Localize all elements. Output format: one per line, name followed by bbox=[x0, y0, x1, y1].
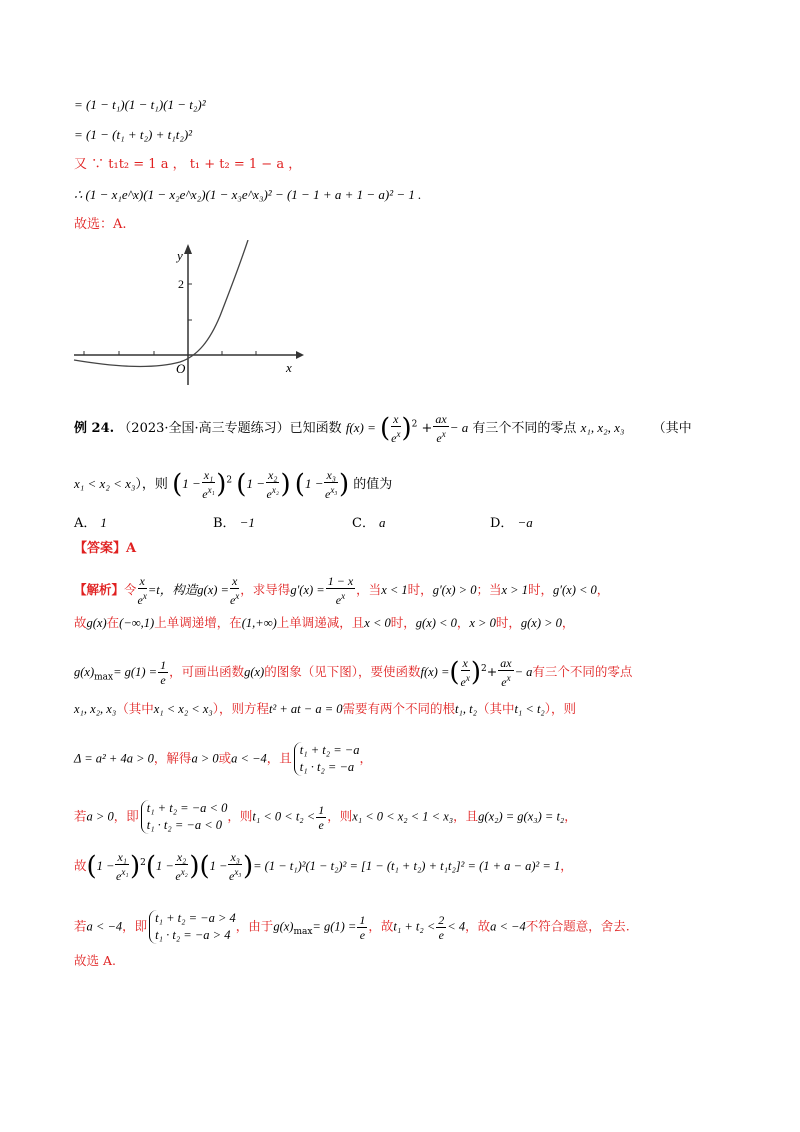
analysis-line-7: 故(1 − $\frac{\text{x₁}}{e^{x_1}}$ )$^2$(1 − $\frac{\text{x₂}}{e^{x_2}}$ )(1 − $\frac{\text{x₃}}{e^{x_3}}$ )= (1 − t₁)²(1 − t₂)² = [1 − (t₁ + t₂) + t₁t₂]² = (1 + a − a)² = 1， bbox=[74, 850, 573, 883]
function-graph bbox=[70, 240, 310, 385]
option-c: C． a bbox=[352, 515, 386, 531]
origin-label: O bbox=[176, 361, 186, 376]
x-label: x bbox=[286, 360, 292, 375]
x-axis-arrow-icon bbox=[296, 351, 304, 359]
example-number: 例 24. bbox=[74, 421, 115, 436]
analysis-line-5: Δ = a² + 4a > 0，解得a > 0或a < −4，且 t₁ + t₂ = −a t₁ · t₂ = −a ， bbox=[74, 743, 372, 774]
analysis-line-1: 【解析】令 $\frac{x}{e^x}$ =t，构造g(x) = $\frac{x}{e^x}$ ，求导得g′(x) = $\frac{1 - x}{e^x}$ ，当x < 1时，g′(x) > 0；当x > 1时，g′(x) < 0， bbox=[74, 574, 610, 607]
top-line-5: 故选：A. bbox=[74, 217, 127, 232]
analysis-line-6: 若a > 0，即 t₁ + t₂ = −a < 0 t₁ · t₂ = −a < 0 ，则t₁ < 0 < t₂ < $\frac{1}{e}$ ，则x₁ < 0 < x₂ < 1 < x₃，且g(x₂) = g(x₃) = t₂， bbox=[74, 801, 577, 832]
top-line-4: ∴ (1 − x₁e^x)(1 − x₂e^x₂)(1 − x₃e^x₃)² − (1 − 1 + a + 1 − a)² − 1 . bbox=[74, 187, 422, 202]
example-line-1: 例 24. （2023·全国·高三专题练习）已知函数 f(x) = ( $\frac{x}{e^x}$ )$^2$ + $\frac{ax}{e^x}$ − a 有三个不同的零点 x₁, x₂, x₃ （其中 bbox=[74, 412, 692, 445]
function-curve bbox=[74, 240, 248, 366]
top-line-3: 又 ∵ t₁t₂ = 1 a ， t₁ + t₂ = 1 − a ， bbox=[74, 157, 302, 172]
top-line-2: = (1 − (t₁ + t₂) + t₁t₂)² bbox=[74, 127, 193, 142]
analysis-line-4: x₁, x₂, x₃（其中x₁ < x₂ < x₃），则方程t² + at − a = 0需要有两个不同的根t₁, t₂（其中t₁ < t₂），则 bbox=[74, 701, 577, 716]
top-line-1: = (1 − t₁)(1 − t₁)(1 − t₂)² bbox=[74, 97, 206, 112]
tick-label-2: 2 bbox=[178, 277, 184, 291]
analysis-line-2: 故g(x)在(−∞,1)上单调递增，在(1,+∞)上单调递减，且x < 0时，g(x) < 0，x > 0时，g(x) > 0， bbox=[74, 615, 575, 630]
y-label: y bbox=[177, 248, 183, 263]
option-b: B． −1 bbox=[213, 515, 255, 531]
analysis-line-3: $g(x)_{max}= g(1)$ = $\frac{1}{e}$ ，可画出函数g(x)的图象（见下图），要使函数f(x) =( $\frac{x}{e^x}$ )$^2$+ $\frac{ax}{e^x}$ − a有三个不同的零点 bbox=[74, 656, 633, 689]
option-a: A． 1 bbox=[74, 515, 107, 531]
answer: 【答案】A bbox=[74, 541, 137, 556]
analysis-line-9: 故选 A. bbox=[74, 953, 116, 968]
analysis-line-8: 若a < −4，即 t₁ + t₂ = −a > 4 t₁ · t₂ = −a > 4 ，由于$g(x)_{max}= g(1)$ = $\frac{1}{e}$ ，故t₁ + t₂ < $\frac{2}{e}$ < 4，故a < −4不符合题意，舍去. bbox=[74, 911, 630, 942]
y-axis-arrow-icon bbox=[184, 244, 192, 254]
option-d: D． −a bbox=[490, 515, 533, 531]
example-line-2: x₁ < x₂ < x₃），则 (1 − $\frac{\text{x₁}}{e^{x_1}}$ )$^2$ (1 − $\frac{\text{x₂}}{e^{x_2}}$ ) (1 − $\frac{\text{x₃}}{e^{x_3}}$ ) 的值为 bbox=[74, 468, 393, 501]
